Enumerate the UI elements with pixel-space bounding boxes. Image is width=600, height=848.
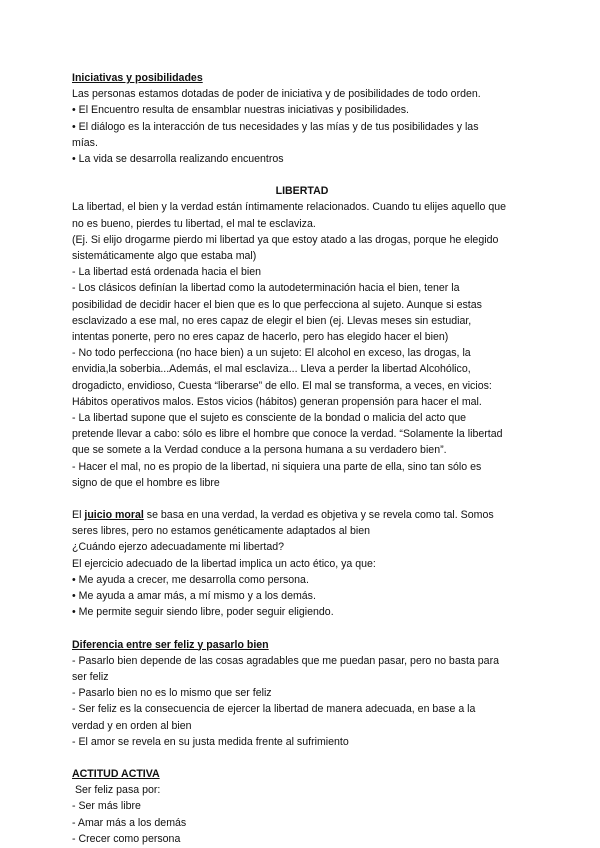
heading-iniciativas: Iniciativas y posibilidades bbox=[72, 72, 203, 84]
paragraph-line: sistemáticamente algo que estaba mal) bbox=[72, 250, 257, 263]
paragraph-line: (Ej. Si elijo drogarme pierdo mi libertad ya que estoy atado a las drogas, porque he elegido bbox=[72, 233, 499, 246]
heading-actitud-activa: ACTITUD ACTIVA bbox=[72, 767, 160, 780]
text-span: se basa en una verdad, la verdad es objetiva y se revela como tal. Somos bbox=[143, 509, 494, 522]
paragraph-line: - La libertad está ordenada hacia el bien bbox=[72, 266, 262, 279]
section-juicio-moral bbox=[72, 507, 532, 620]
paragraph-line: seres libres, pero no estamos genéticamente adaptados al bien bbox=[72, 525, 370, 538]
paragraph-line: Las personas estamos dotadas de poder de iniciativa y de posibilidades de todo orden. bbox=[72, 88, 481, 101]
paragraph-line: no es bueno, pierdes tu libertad, el mal te esclaviza. bbox=[72, 217, 316, 230]
paragraph-line: mías. bbox=[72, 136, 98, 149]
bullet-line: • Me ayuda a amar más, a mí mismo y a los demás. bbox=[72, 590, 316, 603]
paragraph-line: intentas ponerte, pero no eres capaz de hacerlo, pero has elegido hacer el bien) bbox=[72, 331, 449, 344]
paragraph-line: - El amor se revela en su justa medida frente al sufrimiento bbox=[72, 735, 349, 748]
bullet-line: • El diálogo es la interacción de tus necesidades y las mías y de tus posibilidades y las bbox=[72, 120, 479, 133]
paragraph-line: Hábitos operativos malos. Estos vicios (hábitos) generan propensión para hacer el mal. bbox=[72, 395, 482, 408]
paragraph-line: - No todo perfecciona (no hace bien) a un sujeto: El alcohol en exceso, las drogas, la bbox=[72, 347, 471, 360]
list-item: - Amar más a los demás bbox=[72, 816, 187, 829]
list-item: - Ser más libre bbox=[72, 800, 141, 813]
paragraph-line: ser feliz bbox=[72, 670, 109, 683]
paragraph-line: ¿Cuándo ejerzo adecuadamente mi libertad? bbox=[72, 541, 285, 554]
paragraph-line: Ser feliz pasa por: bbox=[72, 784, 161, 797]
paragraph-line: esclavizado a ese mal, no eres capaz de elegir el bien (ej. Llevas meses sin estudiar, bbox=[72, 314, 472, 327]
heading-diferencia: Diferencia entre ser feliz y pasarlo bien bbox=[72, 638, 269, 651]
paragraph-line: signo de que el hombre es libre bbox=[72, 476, 220, 489]
paragraph-line: drogadicto, envidioso, Cuesta “liberarse” de ello. El mal se transforma, a veces, en vicios: bbox=[72, 379, 492, 392]
paragraph-line bbox=[72, 507, 532, 523]
paragraph-line: - Ser feliz es la consecuencia de ejercer la libertad de manera adecuada, en base a la bbox=[72, 703, 476, 716]
paragraph-line: envidia,la soberbia...Además, el mal esclaviza... Lleva a perder la libertad Alcohólico, bbox=[72, 363, 471, 376]
bullet-line: • El Encuentro resulta de ensamblar nuestras iniciativas y posibilidades. bbox=[72, 104, 409, 117]
section-actitud-activa bbox=[72, 766, 532, 847]
paragraph-line: pretende llevar a cabo: sólo es libre el hombre que conoce la verdad. “Solamente la libertad bbox=[72, 428, 503, 441]
paragraph-line: La libertad, el bien y la verdad están íntimamente relacionados. Cuando tu elijes aquello que bbox=[72, 201, 507, 214]
paragraph-line: - Pasarlo bien depende de las cosas agradables que me puedan pasar, pero no basta para bbox=[72, 654, 499, 667]
list-item: - Crecer como persona bbox=[72, 832, 181, 845]
juicio-moral-term: juicio moral bbox=[84, 509, 144, 522]
paragraph-line: verdad y en orden al bien bbox=[72, 719, 192, 732]
paragraph-line: - Los clásicos definían la libertad como la autodeterminación hacia el bien, tener la bbox=[72, 282, 460, 295]
text-span: El bbox=[72, 509, 85, 522]
section-iniciativas bbox=[72, 70, 532, 167]
paragraph-line: posibilidad de decidir hacer el bien que es lo que perfecciona al sujeto. Aunque si estas bbox=[72, 298, 482, 311]
paragraph-line: El ejercicio adecuado de la libertad implica un acto ético, ya que: bbox=[72, 557, 376, 570]
paragraph-line: - Hacer el mal, no es propio de la libertad, ni siquiera una parte de ella, sino tan sólo es bbox=[72, 460, 482, 473]
bullet-line: • La vida se desarrolla realizando encuentros bbox=[72, 153, 284, 166]
paragraph-line: - La libertad supone que el sujeto es consciente de la bondad o malicia del acto que bbox=[72, 412, 467, 425]
heading-libertad: LIBERTAD bbox=[275, 185, 329, 198]
paragraph-line: - Pasarlo bien no es lo mismo que ser feliz bbox=[72, 687, 272, 700]
section-libertad bbox=[72, 183, 532, 491]
paragraph-line: que se somete a la Verdad conduce a la persona humana a su verdadero bien”. bbox=[72, 444, 447, 457]
document-page bbox=[72, 70, 532, 847]
bullet-line: • Me ayuda a crecer, me desarrolla como persona. bbox=[72, 573, 309, 586]
section-diferencia bbox=[72, 637, 532, 750]
bullet-line: • Me permite seguir siendo libre, poder seguir eligiendo. bbox=[72, 606, 334, 619]
